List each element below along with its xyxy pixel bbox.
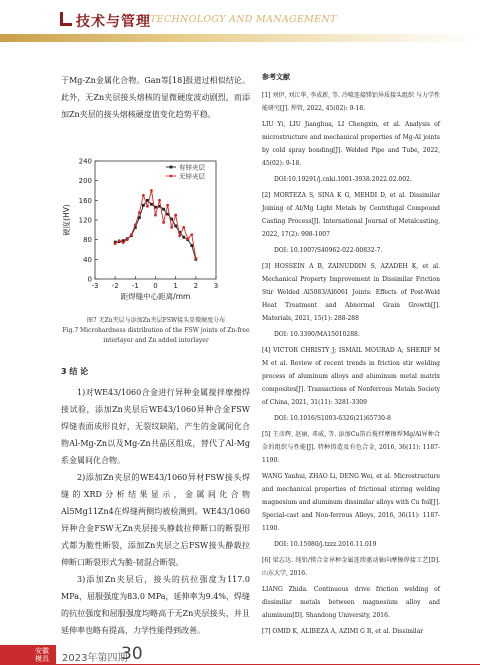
references — [262, 72, 440, 641]
y-tick-label: 200 — [78, 177, 92, 186]
reference-item: [6] 梁志达. 纯铝/镁合金异种金属连续驱动轴向摩擦焊接工艺[D]. 山东大学, 2016. — [262, 557, 440, 577]
series-point — [178, 234, 181, 237]
y-tick-label: 240 — [78, 157, 92, 166]
series-point — [190, 244, 193, 247]
reference-doi: DOI: 10.15980/j.tzzz.2016.11.019 — [274, 541, 377, 548]
x-axis-label: 距焊缝中心距离/mm — [120, 292, 191, 301]
reference-item: [7] OMID K, ALIBEZA A, AZIMI G R, et al. Dissimilar — [262, 628, 424, 635]
reference-item: LIU Yi, LIU Jianghua, LI Chengxin, et al. Analysis of microstructure and mechanical properties of Mg-Al joints by cold spray bonding[J]. Welded Pipe and Tube, 2022, 45(02): 9-18. — [262, 121, 440, 167]
x-tick-label: -2 — [111, 282, 119, 290]
y-tick-label: 80 — [83, 236, 92, 245]
reference-doi: DOI: 10.3390/MA15010288. — [274, 331, 360, 338]
conclusions — [61, 384, 250, 639]
page-header — [0, 0, 480, 48]
x-tick-label: 2 — [193, 282, 199, 290]
section-title: 3 结 论 — [61, 367, 89, 376]
reference-doi: DOI: 10.1007/S40962-022-00832-7. — [274, 247, 383, 254]
series-point — [190, 233, 193, 236]
x-tick-label: -3 — [91, 282, 99, 290]
series-line — [115, 191, 196, 259]
series-point — [146, 205, 149, 208]
y-tick-label: 0 — [87, 275, 92, 284]
x-tick-label: 0 — [153, 282, 158, 290]
column-subtitle: TECHNOLOGY AND MANAGEMENT — [150, 14, 337, 25]
reference-item: [1] 刘伊, 刘江华, 李成新, 等. 冷喷连接镁铝异质接头组织 与力学性能研究[J]. 焊管, 2022, 45(02): 9-18. — [262, 92, 440, 112]
series-point — [134, 224, 137, 227]
series-point — [162, 221, 165, 224]
x-tick-label: 1 — [173, 282, 178, 290]
series-point — [122, 241, 125, 244]
header-gradient-bar — [0, 34, 480, 42]
conclusion-3: 3)添加Zn夹层后，接头的抗拉强度为117.0 MPa，屈服强度为83.0 MPa，延伸率为9.4%，焊缝的抗拉强度和屈服强度均略高于无Zn夹层接头，并且延伸率也略有提高，力学性能得到改善。 — [61, 575, 250, 635]
figure-caption — [61, 316, 251, 346]
series-point — [130, 233, 133, 236]
reference-item: [2] MORTEZA S, SINA K G, MEHDI D, et al. Dissimilar Joining of Al/Mg Light Metals by Centrifugal Compound Casting Process[J]. International Journal of Metalcasting, 2022, 17(2): 998-1007 — [262, 192, 440, 238]
figure-caption-cn: 图7 无Zn夹层与添加Zn夹层FSW接头显微硬度分布 — [86, 317, 226, 324]
reference-item: [5] 王彦辉, 赵丽, 邓威, 等. 添加Cu箔后搅拌摩擦焊Mg/Al异种合金的组织与性能[J]. 特种铸造及有色合金, 2016, 36(11): 1187-1190. — [262, 431, 440, 464]
y-tick-label: 160 — [78, 196, 92, 205]
series-point — [118, 239, 121, 242]
series-point — [182, 236, 185, 239]
y-tick-label: 120 — [78, 216, 92, 225]
y-axis-label: 硬度(HV) — [62, 204, 71, 236]
legend-label: 无锌夹层 — [179, 172, 205, 181]
y-tick-label: 40 — [83, 255, 92, 264]
column-title: 技术与管理 — [76, 14, 151, 30]
reference-item: [3] HOSSEIN A B, ZAINUDDIN S, AZADEH K, et al. Mechanical Property Improvement in Dissimilar Friction Stir Welded Al5083/Al6061 Joints: Effects of Post-Weld Heat Treatment and Abnormal Grain Growth[J]. Materials, 2021, 15(1): 288-288 — [262, 263, 440, 322]
left-column — [61, 72, 250, 123]
series-point — [170, 226, 173, 229]
figure-caption-en: Fig.7 Microhardness distribution of the FSW joints of Zn-free interlayer and Zn added interlayer — [62, 327, 250, 344]
series-point — [114, 242, 117, 245]
issue-label: 2023年第四期 — [62, 653, 128, 664]
conclusion-2: 2)添加Zn夹层的WE43/1060异材FSW接头焊缝的XRD分析结果显示，金属间化合物Al5Mg11Zn4在焊缝两侧均被检测到。WE43/1060异种合金FSW无Zn夹层接头静载拉伸断口的断裂形式都为脆性断裂，添加Zn夹层之后FSW接头静载拉伸断口断裂形式为脆-韧混合断裂。 — [61, 473, 250, 567]
series-point — [174, 214, 177, 217]
header-mark-icon — [60, 12, 72, 26]
journal-badge-text: 安徽 模具 — [35, 647, 49, 663]
series-point — [154, 214, 157, 217]
series-point — [126, 238, 129, 241]
x-tick-label: -1 — [131, 282, 139, 290]
series-point — [166, 204, 169, 207]
reference-doi: DOI: 10.1016/S1003-6326(21)65730-8 — [274, 415, 391, 422]
conclusion-1: 1)对WE43/1060合金进行异种金属搅拌摩擦焊接试验，添加Zn夹层后WE43/1060异种合金FSW焊缝表面成形良好，无裂纹缺陷，产生的金属间化合物Al-Mg-Zn以及Mg-Zn共晶区组成，替代了Al-Mg系金属间化合物。 — [61, 388, 250, 465]
legend-marker — [170, 166, 173, 169]
intro-paragraph: 于Mg-Zn金属化合物。Gan等[18]报道过相似结论。此外，无Zn夹层接头熔核的显微硬度波动剧烈，而添加Zn夹层的接头熔核硬度值变化趋势平稳。 — [61, 76, 250, 119]
references-title: 参考文献 — [262, 73, 290, 81]
legend-label: 有锌夹层 — [179, 163, 205, 172]
series-point — [182, 226, 185, 229]
reference-item: [4] VICTOR CHRISTY J; ISMAIL MOURAD A; SHERIF M M et al. Review of recent trends in friction stir welding process of aluminum alloys and aluminum metal matrix composites[J]. Transactions of Nonferrous Metals Society of China, 2021, 31(11): 3281-3309 — [262, 347, 440, 406]
series-point — [142, 204, 145, 207]
series-point — [186, 237, 189, 240]
legend-marker — [170, 175, 173, 178]
journal-badge — [0, 645, 56, 665]
reference-doi: DOI:10.19291/j.cnki.1001-3938.2022.02.002. — [274, 176, 412, 183]
hardness-chart — [61, 153, 251, 313]
reference-item: LIANG Zhida. Continuous drive friction welding of dissimilar metals between magnesium alloy and aluminum[D]. Shandong University, 2016. — [262, 586, 440, 619]
series-point — [150, 203, 153, 206]
reference-item: WANG Yanhui, ZHAO Li, DENG Wei, et al. Microstructure and mechanical properties of frictional stirring welding magnesium and aluminum dissimilar alloys with Cu foil[J]. Special-cast and Non-ferrous Alloys, 2016, 36(11): 1187-1190. — [262, 473, 440, 532]
x-tick-label: 3 — [213, 282, 219, 290]
series-point — [138, 211, 141, 214]
series-point — [174, 225, 177, 228]
page-number: 30 — [121, 644, 143, 664]
series-point — [142, 194, 145, 197]
series-point — [150, 189, 153, 192]
series-line — [115, 200, 196, 259]
series-point — [158, 199, 161, 202]
series-point — [162, 208, 165, 211]
series-point — [194, 257, 197, 260]
